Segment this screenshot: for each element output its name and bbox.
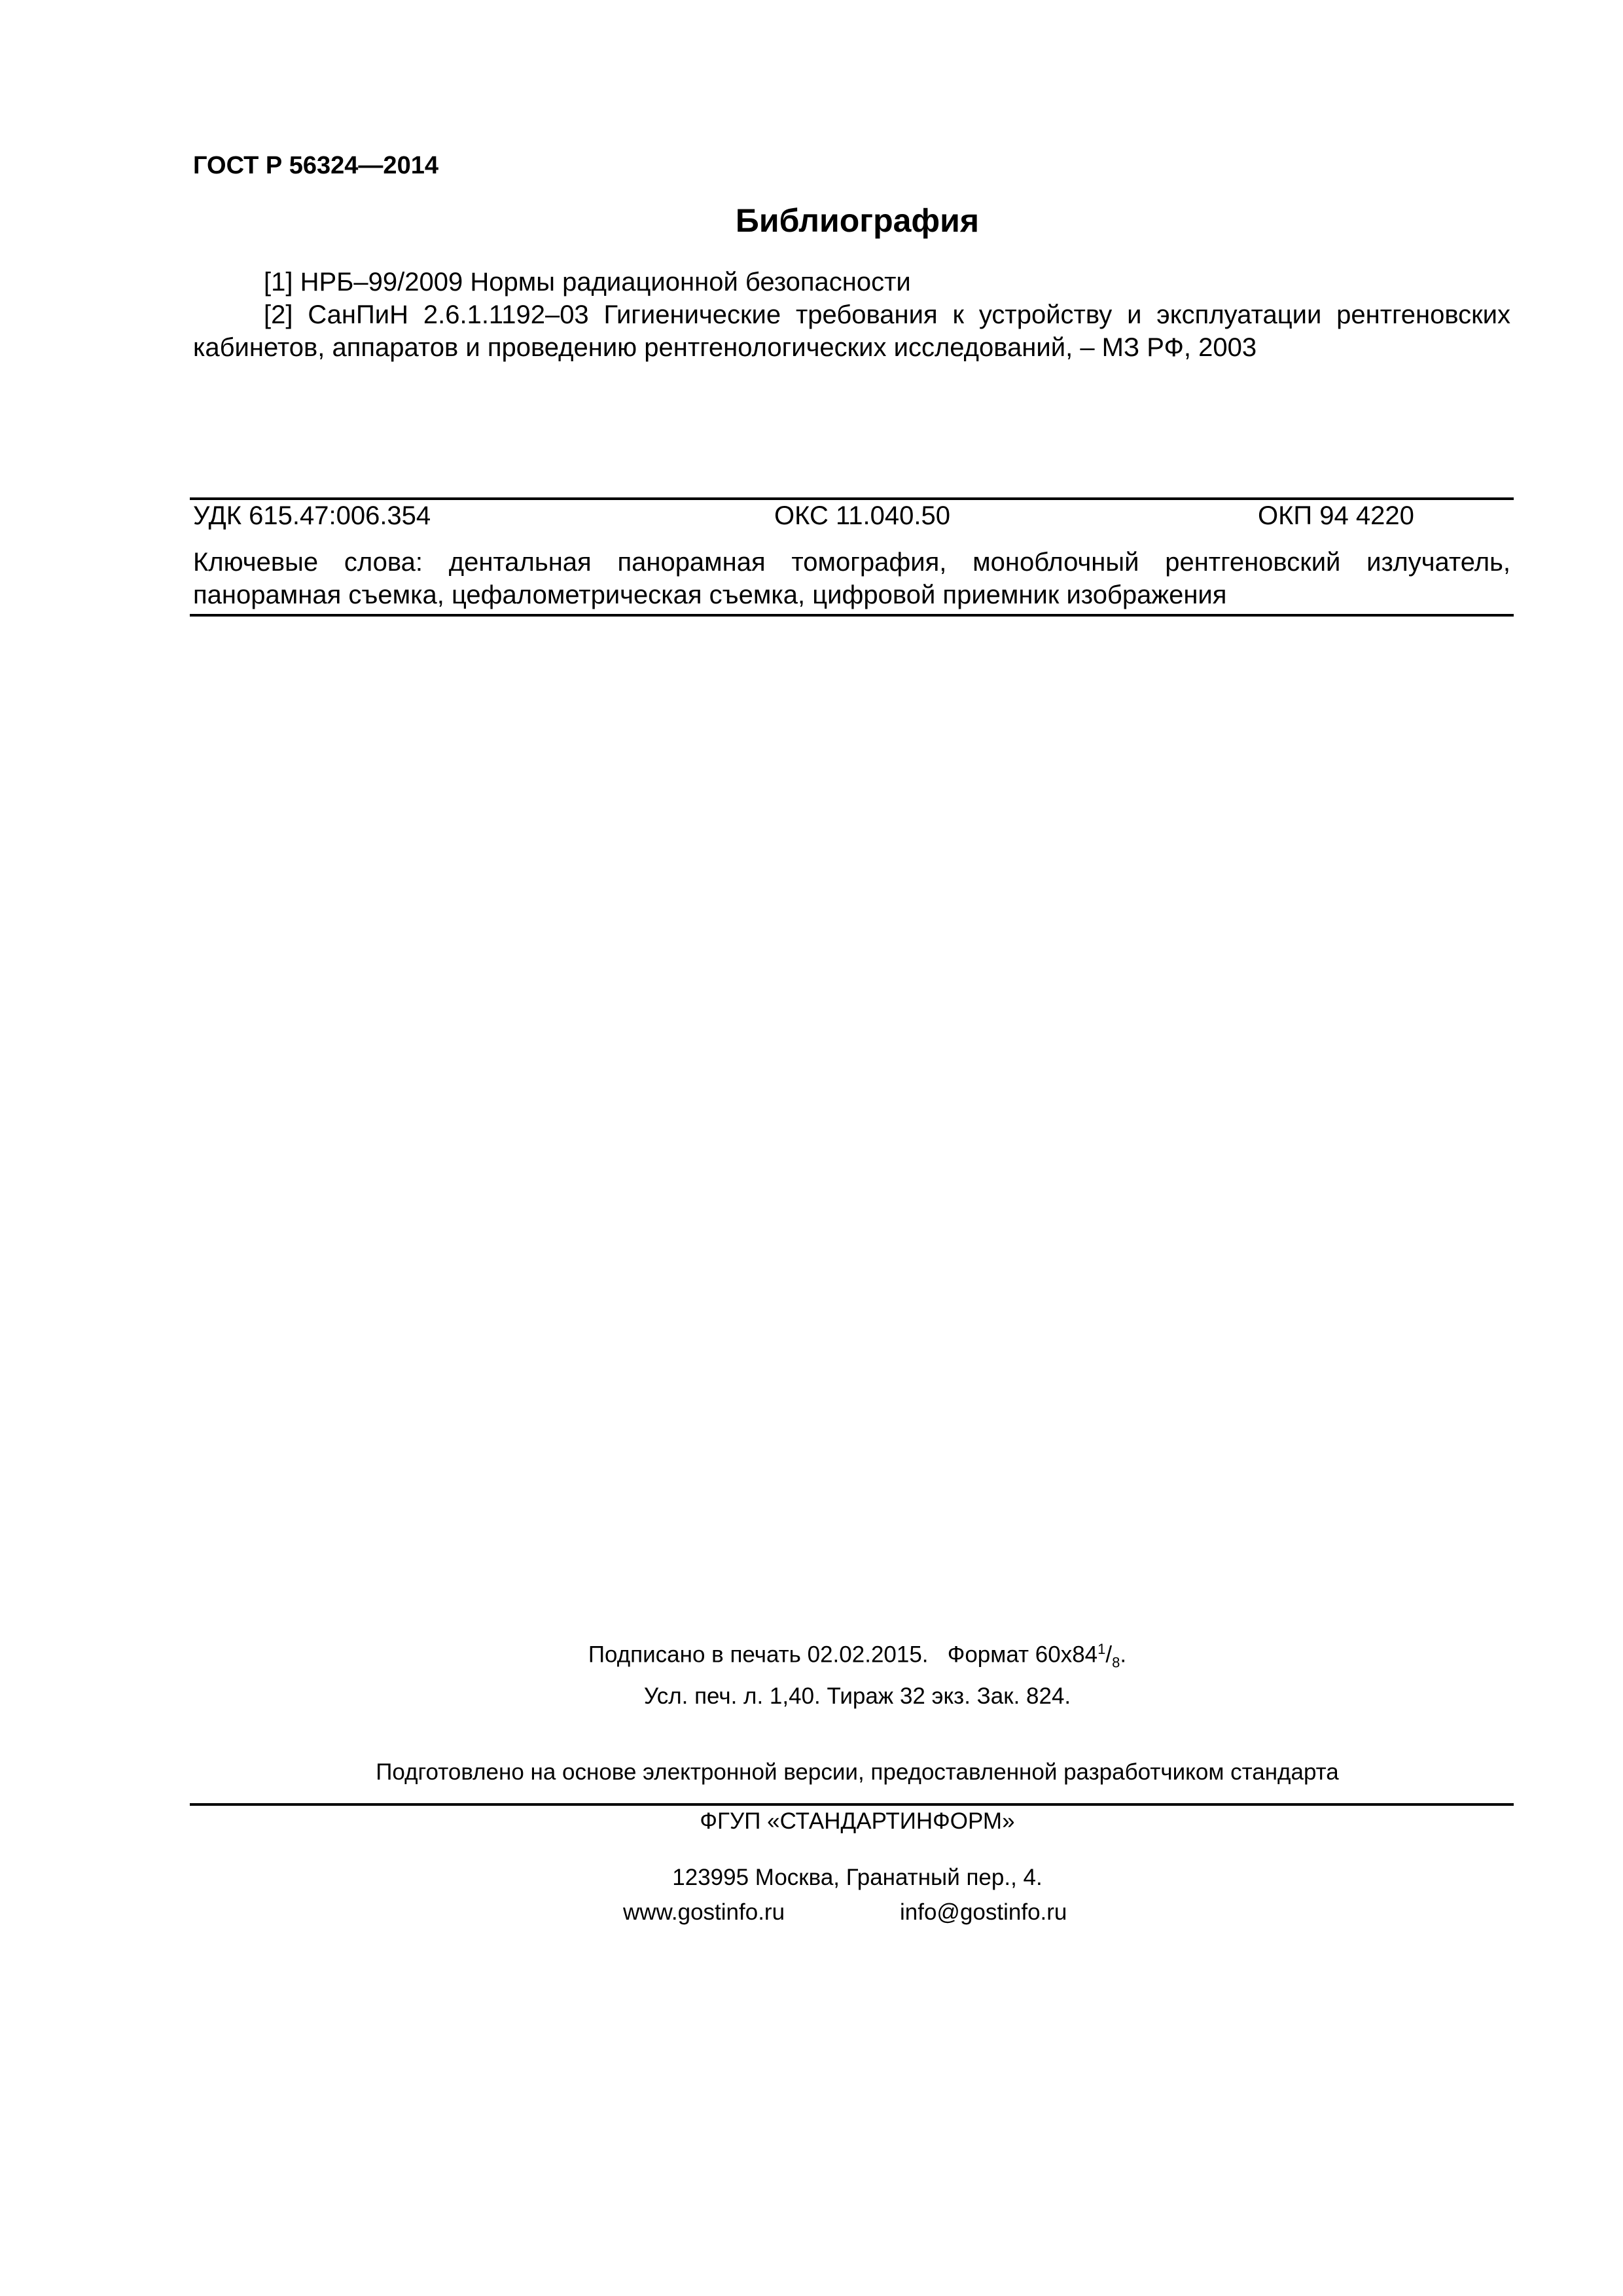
format-fraction-numerator: 1 [1097,1641,1106,1657]
bibliography-title: Библиография [735,202,980,239]
classification-codes [193,501,1510,534]
oks-code: ОКС 11.040.50 [774,501,950,530]
website-link[interactable]: www.gostinfo.ru [623,1899,785,1925]
keywords-text: Ключевые слова: дентальная панорамная томография, моноблочный рентгеновский излучатель, панорамная съемка, цефалометрическая съемка, цифровой приемник изображения [193,548,1510,609]
keywords-bottom-rule [190,614,1514,617]
imprint-signed-line: Подписано в печать 02.02.2015. Формат $60x84^1/_8$. [588,1641,1127,1671]
bibliography-list [193,266,1510,364]
format-fraction-denominator: 8 [1112,1654,1120,1671]
format-label: Формат 60x84 [947,1641,1098,1668]
email-link[interactable]: info@gostinfo.ru [900,1899,1067,1925]
bibliography-item-2: [2] СанПиН 2.6.1.1192–03 Гигиенические требования к устройству и эксплуатации рентгеновских кабинетов, аппаратов и проведению рентгенологических исследований, – МЗ РФ, 2003 [193,300,1510,362]
bibliography-item-1: [1] НРБ–99/2009 Нормы радиационной безопасности [264,268,911,296]
print-info: Усл. печ. л. 1,40. Тираж 32 экз. Зак. 824. [643,1683,1071,1709]
codes-top-rule [190,497,1514,500]
okp-code: ОКП 94 4220 [1258,501,1414,530]
publisher-address: 123995 Москва, Гранатный пер., 4. [672,1865,1043,1890]
udk-code: УДК 615.47:006.354 [193,501,431,530]
signed-date: Подписано в печать 02.02.2015. [588,1641,929,1668]
publisher-rule [190,1803,1514,1806]
prepared-note: Подготовлено на основе электронной версии, предоставленной разработчиком стандарта [376,1759,1339,1785]
format-period: . [1120,1641,1127,1668]
standard-header: ГОСТ Р 56324—2014 [193,152,438,179]
publisher-name: ФГУП «СТАНДАРТИНФОРМ» [700,1808,1015,1834]
